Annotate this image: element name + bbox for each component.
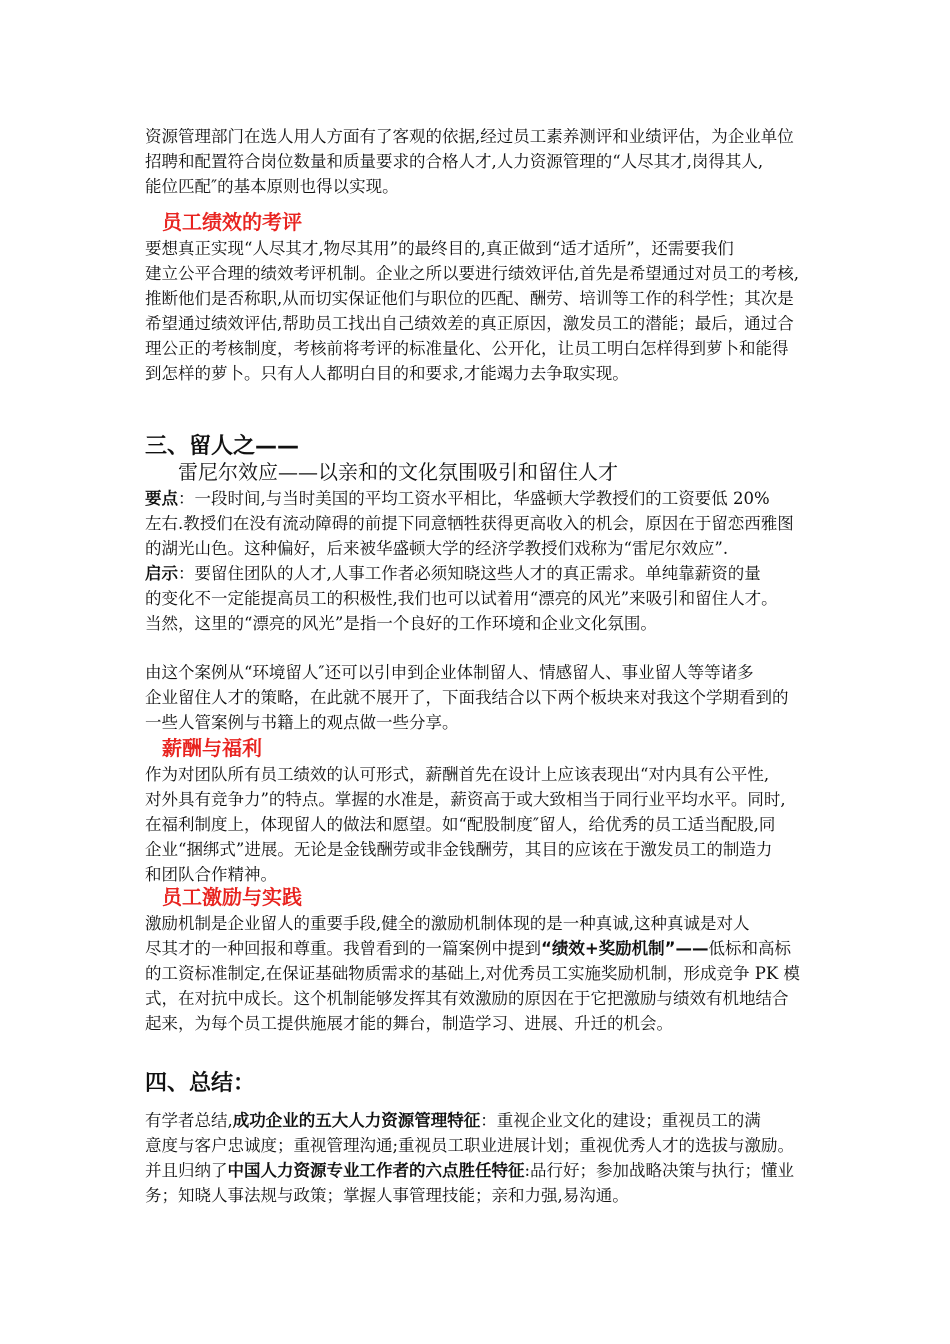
summary-paragraph — [145, 1108, 813, 1208]
text-line: 意度与客户忠诚度；重视管理沟通;重视员工职业进展计划；重视优秀人才的选拔与激励。 — [145, 1136, 795, 1155]
text-line: 能位匹配″的基本原则也得以实现。 — [145, 177, 399, 196]
text-line: 到怎样的萝卜。只有人人都明白目的和要求,才能竭力去争取实现。 — [145, 364, 629, 383]
text-line: 对外具有竞争力”的特点。掌握的水准是，薪资高于或大致相当于同行业平均水平。同时, — [145, 790, 786, 809]
text-line: 作为对团队所有员工绩效的认可形式，薪酬首先在设计上应该表现出“对内具有公平性, — [145, 765, 770, 784]
text-line: 并且归纳了中国人力资源专业工作者的六点胜任特征:品行好；参加战略决策与执行；懂业 — [145, 1161, 795, 1180]
text-line: 起来，为每个员工提供施展才能的舞台，制造学习、进展、升迁的机会。 — [145, 1014, 673, 1033]
salary-paragraph — [145, 762, 813, 887]
perf-heading: 员工绩效的考评 — [162, 210, 302, 234]
text-line: 企业“捆绑式”进展。无论是金钱酬劳或非金钱酬劳，其目的应该在于激发员工的制造力 — [145, 840, 773, 859]
text-line: 要想真正实现“人尽其才,物尽其用”的最终目的,真正做到“适才适所”，还需要我们 — [145, 239, 734, 258]
text-line: 当然，这里的“漂亮的风光”是指一个良好的工作环境和企业文化氛围。 — [145, 614, 657, 633]
text-line: 由这个案例从“环境留人″还可以引申到企业体制留人、情感留人、事业留人等等诸多 — [145, 663, 754, 682]
summary-bold-phrase-2: 中国人力资源专业工作者的六点胜任特征 — [227, 1161, 525, 1180]
text-line: 的湖光山色。这种偏好，后来被华盛顿大学的经济学教授们戏称为“雷尼尔效应”. — [145, 539, 729, 558]
text-line: 一些人管案例与书籍上的观点做一些分享。 — [145, 713, 459, 732]
incentive-bold-phrase: “绩效+奖励机制”—— — [541, 939, 709, 958]
text-line: 希望通过绩效评估,帮助员工找出自己绩效差的真正原因，激发员工的潜能；最后，通过合 — [145, 314, 794, 333]
section3-heading: 三、留人之—— — [145, 434, 300, 459]
text-line: 企业留住人才的策略，在此就不展开了，下面我结合以下两个板块来对我这个学期看到的 — [145, 688, 789, 707]
perf-paragraph — [145, 236, 813, 386]
text-line: 务；知晓人事法规与政策；掌握人事管理技能；亲和力强,易沟通。 — [145, 1186, 629, 1205]
text-line: 要点：一段时间,与当时美国的平均工资水平相比，华盛顿大学教授们的工资要低 20% — [145, 489, 770, 508]
text-line: 的工资标准制定,在保证基础物质需求的基础上,对优秀员工实施奖励机制，形成竞争 PK 模 — [145, 964, 800, 983]
text-line: 式，在对抗中成长。这个机制能够发挥其有效激励的原因在于它把激励与绩效有机地结合 — [145, 989, 789, 1008]
text-line: 资源管理部门在选人用人方面有了客观的依据,经过员工素养测评和业绩评估，为企业单位 — [145, 127, 794, 146]
text-line: 的变化不一定能提高员工的积极性,我们也可以试着用“漂亮的风光”来吸引和留住人才。 — [145, 589, 778, 608]
summary-bold-phrase-1: 成功企业的五大人力资源管理特征 — [232, 1111, 481, 1130]
text-line: 尽其才的一种回报和尊重。我曾看到的一篇案例中提到“绩效+奖励机制”——低标和高标 — [145, 939, 792, 958]
text-line: 建立公平合理的绩效考评机制。企业之所以要进行绩效评估,首先是希望通过对员工的考核, — [145, 264, 799, 283]
key-label: 要点 — [145, 489, 178, 508]
text-line: 启示：要留住团队的人才,人事工作者必须知晓这些人才的真正需求。单纯靠薪资的量 — [145, 564, 761, 583]
text-line: 推断他们是否称职,从而切实保证他们与职位的匹配、酬劳、培训等工作的科学性；其次是 — [145, 289, 794, 308]
text-line: 和团队合作精神。 — [145, 865, 277, 884]
text-line: 有学者总结,成功企业的五大人力资源管理特征：重视企业文化的建设；重视员工的满 — [145, 1111, 761, 1130]
key-point-paragraph — [145, 486, 813, 561]
intro-paragraph — [145, 124, 813, 199]
incentive-paragraph — [145, 911, 813, 1036]
case-paragraph — [145, 660, 813, 735]
text-line: 左右.教授们在没有流动障碍的前提下同意牺牲获得更高收入的机会，原因在于留恋西雅图 — [145, 514, 794, 533]
incentive-heading: 员工激励与实践 — [162, 885, 302, 909]
section3-subheading: 雷尼尔效应——以亲和的文化氛围吸引和留住人才 — [178, 460, 618, 484]
salary-heading: 薪酬与福利 — [162, 736, 262, 760]
text-line: 激励机制是企业留人的重要手段,健全的激励机制体现的是一种真诚,这种真诚是对人 — [145, 914, 750, 933]
section4-heading: 四、总结： — [145, 1071, 256, 1096]
text-line: 理公正的考核制度，考核前将考评的标准量化、公开化，让员工明白怎样得到萝卜和能得 — [145, 339, 789, 358]
insight-paragraph — [145, 561, 813, 636]
text-line: 招聘和配置符合岗位数量和质量要求的合格人才,人力资源管理的“人尽其才,岗得其人, — [145, 152, 764, 171]
text-line: 在福利制度上，体现留人的做法和愿望。如“配股制度″留人，给优秀的员工适当配股,同 — [145, 815, 776, 834]
insight-label: 启示 — [145, 564, 178, 583]
